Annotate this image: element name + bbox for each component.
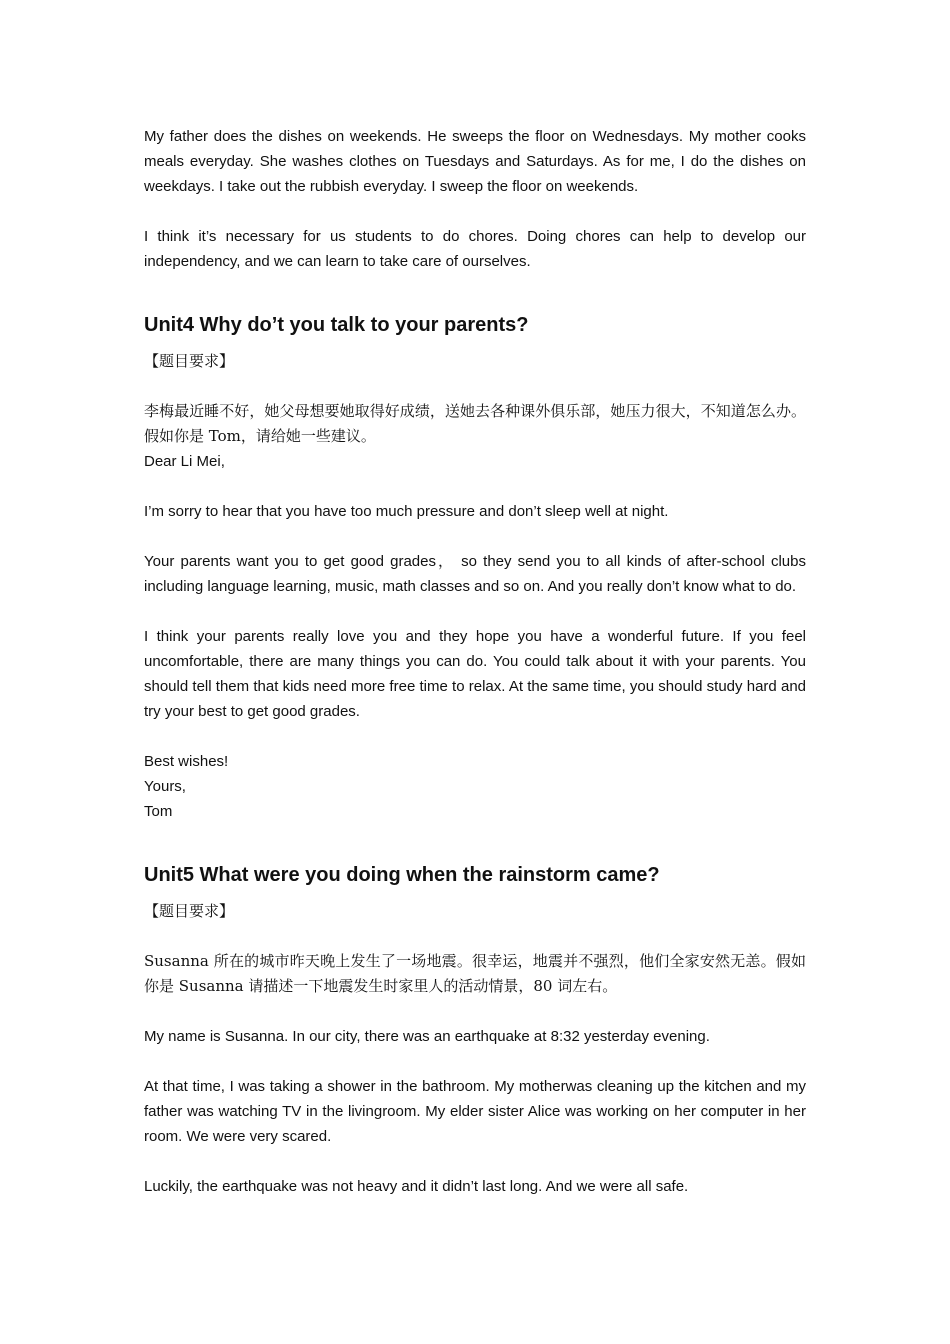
letter-paragraph-1: I’m sorry to hear that you have too much pressure and don’t sleep well at night. <box>144 503 669 520</box>
chores-opinion-paragraph: I think it’s necessary for us students to do chores. Doing chores can help to develop our independency, and we can learn to take care of ourselves. <box>144 228 806 270</box>
letter-greeting: Dear Li Mei, <box>144 453 225 470</box>
letter-signature: Tom <box>144 803 173 820</box>
unit4-requirement-label: 【题目要求】 <box>144 352 235 370</box>
unit5-prompt: Susanna 所在的城市昨天晚上发生了一场地震。很幸运，地震并不强烈，他们全家安然无恙。假如你是 Susanna 请描述一下地震发生时家里人的活动情景，80 词左右。 <box>144 952 806 995</box>
unit4-prompt: 李梅最近睡不好，她父母想要她取得好成绩，送她去各种课外俱乐部，她压力很大，不知道怎么办。假如你是 Tom，请给她一些建议。 <box>144 402 806 445</box>
letter-paragraph-2: Your parents want you to get good grades， so they send you to all kinds of after-school clubs including language learning, music, math classes and so on. And you really don’t know what to do. <box>144 553 806 595</box>
essay-paragraph-1: My name is Susanna. In our city, there was an earthquake at 8:32 yesterday evening. <box>144 1028 710 1045</box>
essay-paragraph-2: At that time, I was taking a shower in the bathroom. My motherwas cleaning up the kitchen and my father was watching TV in the livingroom. My elder sister Alice was working on her computer in her room. We were very scared. <box>144 1078 806 1145</box>
unit5-requirement-label: 【题目要求】 <box>144 902 235 920</box>
document-page <box>144 124 806 1199</box>
letter-closing: Best wishes! <box>144 753 229 770</box>
unit5-heading: Unit5 What were you doing when the rainstorm came? <box>144 864 660 886</box>
chores-paragraph: My father does the dishes on weekends. He sweeps the floor on Wednesdays. My mother cooks meals everyday. She washes clothes on Tuesdays and Saturdays. As for me, I do the dishes on weekdays. I take out the rubbish everyday. I sweep the floor on weekends. <box>144 128 806 195</box>
essay-paragraph-3: Luckily, the earthquake was not heavy and it didn’t last long. And we were all safe. <box>144 1178 689 1195</box>
letter-paragraph-3: I think your parents really love you and they hope you have a wonderful future. If you feel uncomfortable, there are many things you can do. You could talk about it with your parents. You should tell them that kids need more free time to relax. At the same time, you should study hard and try your best to get good grades. <box>144 628 806 720</box>
letter-signoff: Yours, <box>144 778 186 795</box>
unit4-heading: Unit4 Why do’t you talk to your parents? <box>144 314 529 336</box>
